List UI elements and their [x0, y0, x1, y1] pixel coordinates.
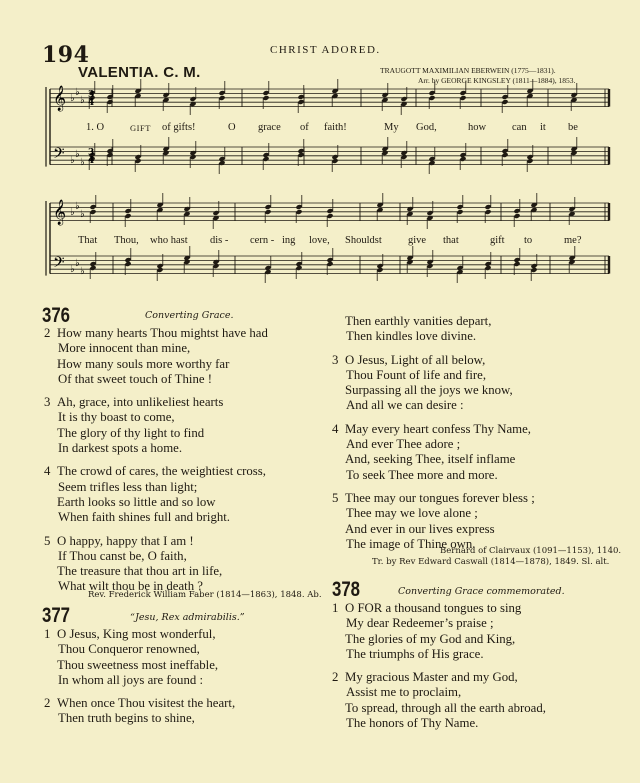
hymn-credit: Tr. by Rev Edward Caswall (1814—1878), 1849. Sl. alt. [372, 557, 610, 567]
verse: 2 My gracious Master and my God, Assist me to proclaim, To spread, through all the earth abroad, The honors of Thy Name. [332, 670, 546, 731]
running-head: CHRIST ADORED. [270, 44, 381, 56]
lyric-syllable: that [443, 235, 459, 246]
lyric-syllable: of [300, 122, 309, 133]
lyric-syllable: how [468, 122, 487, 133]
hymn-377-continued [332, 314, 632, 552]
svg-text:♭: ♭ [75, 87, 80, 98]
svg-text:♭: ♭ [70, 264, 75, 275]
verse: 4 The crowd of cares, the weightiest cross, Seem trifles less than light; Earth looks so little and so low When faith shines full and bright. [44, 464, 266, 525]
verse: 3 O Jesus, Light of all below, Thou Fount of life and fire, Surpassing all the joys we know, And all we can desire : [332, 352, 513, 413]
hymn-number: 378 [332, 578, 361, 601]
hymn-credit: Rev. Frederick William Faber (1814—1863), 1848. Ab. [88, 590, 322, 600]
music-score [0, 0, 640, 300]
hymn-topic: Converting Grace. [145, 310, 234, 321]
lyric-syllable: dis - [210, 235, 229, 246]
lyric-syllable: it [540, 122, 546, 133]
lyric-syllable: love, [309, 235, 330, 246]
arranger-line: Arr. by GEORGE KINGSLEY (1811—1884), 1853. [418, 76, 576, 85]
svg-text:♭: ♭ [80, 157, 85, 168]
verse: 1 O FOR a thousand tongues to sing My dear Redeemer’s praise ; The glories of my God and King, The triumphs of His grace. [332, 601, 522, 661]
lyric-syllable: Thou, [114, 235, 139, 246]
hymn-number: 377 [42, 604, 71, 627]
lyric-syllable: God, [416, 122, 437, 133]
svg-text:4: 4 [88, 98, 95, 108]
lyric-syllable: who hast [150, 235, 188, 246]
lyric-syllable: give [408, 235, 427, 246]
tune-name: VALENTIA. C. M. [78, 64, 201, 81]
composer-line: TRAUGOTT MAXIMILIAN EBERWEIN (1775—1831). [380, 66, 556, 75]
lyric-syllable: of gifts! [162, 122, 196, 133]
lyric-syllable: me? [564, 235, 582, 246]
svg-text:𝄢: 𝄢 [53, 254, 65, 275]
verse: 3 Ah, grace, into unlikeliest hearts It is thy boast to come, The glory of thy light to find In darkest spots a home. [44, 395, 224, 456]
svg-text:3: 3 [88, 148, 95, 158]
hymn-topic: Converting Grace commemorated. [398, 586, 565, 597]
hymn-378-text [332, 601, 632, 731]
svg-text:♭: ♭ [80, 266, 85, 277]
svg-text:♭: ♭ [70, 155, 75, 166]
svg-text:♭: ♭ [70, 93, 75, 104]
svg-text:𝄢: 𝄢 [53, 145, 65, 166]
lyric-syllable: be [568, 122, 578, 133]
hymn-number: 376 [42, 304, 71, 327]
lyric-syllable: 1. O [86, 122, 105, 133]
lyric-syllable: grace [258, 122, 281, 133]
lyric-syllable: ing [282, 235, 296, 246]
svg-text:4: 4 [88, 156, 95, 166]
verse: 2 When once Thou visitest the heart, Then truth begins to shine, [44, 696, 236, 726]
lyric-syllable: faith! [324, 122, 347, 133]
svg-text:♭: ♭ [80, 95, 85, 106]
lyric-syllable: That [78, 235, 98, 246]
lyric-syllable: cern - [250, 235, 275, 246]
hymn-topic: “Jesu, Rex admirabilis.” [130, 612, 245, 623]
svg-text:𝄞: 𝄞 [53, 200, 67, 225]
hymn-376-text [44, 326, 329, 595]
hymn-credit: Bernard of Clairvaux (1091—1153), 1140. [440, 546, 622, 556]
svg-text:♭: ♭ [80, 209, 85, 220]
page-number: 194 [42, 42, 90, 68]
svg-text:♭: ♭ [75, 258, 80, 269]
lyric-syllable: Shouldst [345, 235, 382, 246]
svg-text:𝄞: 𝄞 [53, 86, 67, 111]
verse-continued: Then earthly vanities depart, Then kindles love divine. [345, 314, 492, 344]
lyric-syllable: My [384, 122, 399, 133]
svg-text:3: 3 [88, 90, 95, 100]
lyric-syllable: GIFT [130, 123, 151, 133]
verse: 1 O Jesus, King most wonderful, Thou Conqueror renowned, Thou sweetness most ineffable, In whom all joys are found : [44, 627, 219, 687]
lyric-syllable: O [228, 122, 236, 133]
lyric-syllable: to [524, 235, 533, 246]
lyric-syllable: gift [490, 235, 505, 246]
svg-text:♭: ♭ [75, 149, 80, 160]
verse: 5 O happy, happy that I am ! If Thou canst be, O faith, The treasure that thou art in life, What wilt thou be in death ? [44, 533, 223, 594]
verse: 4 May every heart confess Thy Name, And ever Thee adore ; And, seeking Thee, itself inflame To seek Thee more and more. [332, 421, 531, 482]
svg-text:♭: ♭ [75, 201, 80, 212]
hymn-377-text [44, 627, 329, 727]
verse: 5 Thee may our tongues forever bless ; Thee may we love alone ; And ever in our lives express The image of Thine own. [332, 490, 535, 551]
verse: 2 How many hearts Thou mightst have had More innocent than mine, How many souls more worthy far Of that sweet touch of Thine ! [44, 326, 268, 386]
lyric-syllable: can [512, 122, 527, 133]
svg-text:♭: ♭ [70, 207, 75, 218]
